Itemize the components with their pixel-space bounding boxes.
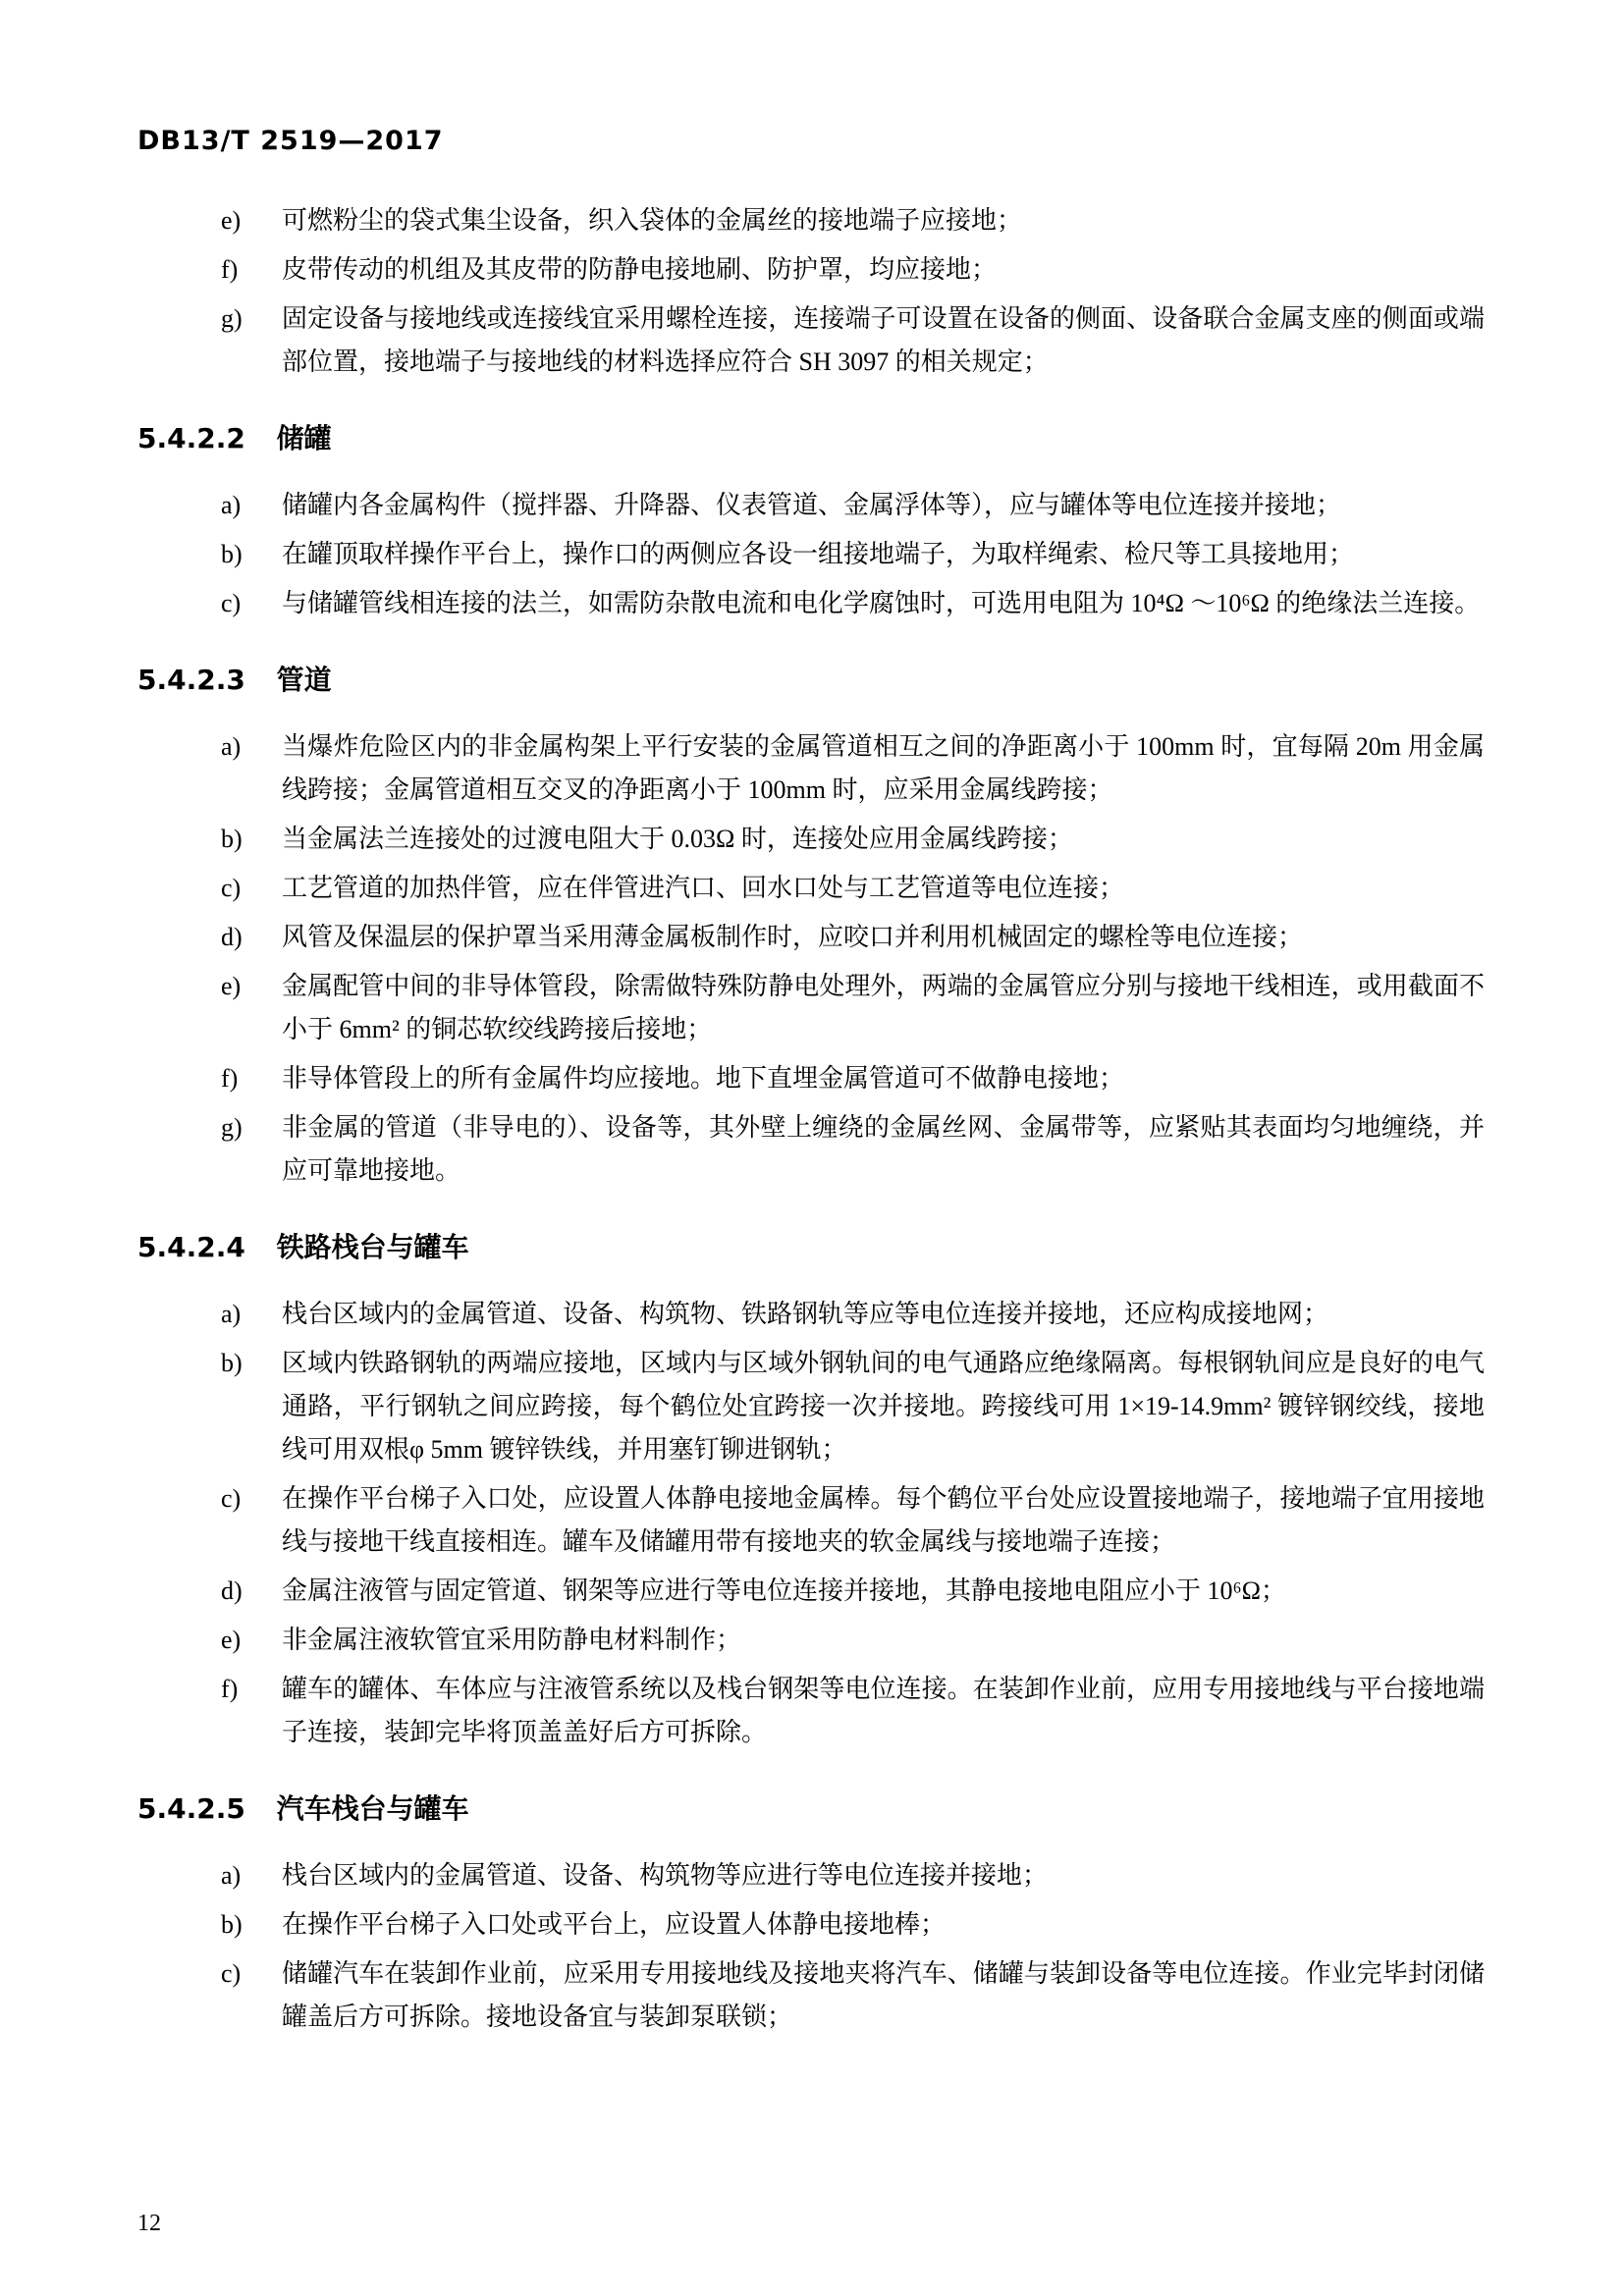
list-item-text: 在罐顶取样操作平台上，操作口的两侧应各设一组接地端子，为取样绳索、检尺等工具接地用； [282,540,1355,568]
list-item-text: 当爆炸危险区内的非金属构架上平行安装的金属管道相互之间的净距离小于 100mm 时，宜每隔 20m 用金属线跨接；金属管道相互交叉的净距离小于 100mm 时，应采用金属线跨接； [282,732,1485,804]
list-item-label: f) [221,1675,239,1703]
section-list [137,1293,1485,1754]
list-item-text: 金属注液管与固定管道、钢架等应进行等电位连接并接地，其静电接地电阻应小于 10⁶Ω； [282,1576,1286,1605]
list-item-label: e) [221,1626,242,1654]
list-item-label: d) [221,1576,243,1605]
list-item-text: 固定设备与接地线或连接线宜采用螺栓连接，连接端子可设置在设备的侧面、设备联合金属支座的侧面或端部位置，接地端子与接地线的材料选择应符合 SH 3097 的相关规定； [282,304,1485,376]
list-item-text: 非导体管段上的所有金属件均应接地。地下直埋金属管道可不做静电接地； [282,1064,1125,1093]
list-item [221,1619,1485,1662]
list-item-text: 在操作平台梯子入口处或平台上，应设置人体静电接地棒； [282,1910,947,1939]
list-item [221,199,1485,242]
section-number: 5.4.2.2 [137,422,245,454]
list-item-label: a) [221,1861,242,1890]
page-content [137,126,1485,2045]
list-item-text: 罐车的罐体、车体应与注液管系统以及栈台钢架等电位连接。在装卸作业前，应用专用接地线与平台接地端子连接，装卸完毕将顶盖盖好后方可拆除。 [282,1675,1485,1746]
top-list [137,199,1485,384]
list-item [221,1106,1485,1193]
list-item-label: a) [221,732,242,761]
list-item [221,1952,1485,2039]
list-item-label: e) [221,972,242,1000]
list-item-text: 在操作平台梯子入口处，应设置人体静电接地金属棒。每个鹤位平台处应设置接地端子，接地端子宜用接地线与接地干线直接相连。罐车及储罐用带有接地夹的软金属线与接地端子连接； [282,1484,1485,1556]
list-item-text: 金属配管中间的非导体管段，除需做特殊防静电处理外，两端的金属管应分别与接地干线相连，或用截面不小于 6mm² 的铜芯软绞线跨接后接地； [282,972,1485,1043]
section-title: 汽车栈台与罐车 [276,1792,469,1825]
list-item [221,1570,1485,1613]
list-item-text: 工艺管道的加热伴管，应在伴管进汽口、回水口处与工艺管道等电位连接； [282,874,1125,902]
list-item-text: 栈台区域内的金属管道、设备、构筑物等应进行等电位连接并接地； [282,1861,1049,1890]
section-heading [137,663,1485,698]
list-item-text: 区域内铁路钢轨的两端应接地，区域内与区域外钢轨间的电气通路应绝缘隔离。每根钢轨间应是良好的电气通路，平行钢轨之间应跨接，每个鹤位处宜跨接一次并接地。跨接线可用 1×19-14.9mm² 镀锌钢绞线，接地线可用双根φ 5mm 镀锌铁线，并用塞钉铆进钢轨； [282,1349,1485,1464]
list-item-label: c) [221,1484,242,1513]
section-title: 储罐 [276,422,332,454]
list-item-label: c) [221,874,242,902]
list-item-label: a) [221,1300,242,1328]
list-item [221,1342,1485,1471]
section-number: 5.4.2.3 [137,664,245,696]
list-item-label: f) [221,255,239,284]
section-list [137,484,1485,625]
list-item-text: 当金属法兰连接处的过渡电阻大于 0.03Ω 时，连接处应用金属线跨接； [282,825,1073,853]
list-item [221,582,1485,625]
section-list [137,1854,1485,2039]
list-item [221,533,1485,576]
list-item-label: d) [221,923,243,951]
list-item-label: b) [221,825,243,853]
list-item-label: g) [221,1113,243,1142]
section-number: 5.4.2.4 [137,1231,245,1263]
list-item [221,1057,1485,1100]
list-item-text: 非金属的管道（非导电的）、设备等，其外壁上缠绕的金属丝网、金属带等，应紧贴其表面均匀地缠绕，并应可靠地接地。 [282,1113,1485,1185]
doc-number-header: DB13/T 2519—2017 [137,126,444,156]
list-item-label: g) [221,304,243,333]
page-number: 12 [137,2211,161,2236]
list-item [221,867,1485,910]
list-item [221,1854,1485,1897]
section-heading [137,1791,1485,1827]
list-item-text: 可燃粉尘的袋式集尘设备，织入袋体的金属丝的接地端子应接地； [282,206,1023,235]
list-item [221,818,1485,861]
list-item-label: c) [221,1959,242,1988]
list-item [221,297,1485,384]
list-item-label: b) [221,1349,243,1377]
list-item [221,965,1485,1051]
section-heading [137,1230,1485,1265]
list-item-label: f) [221,1064,239,1093]
section-title: 管道 [276,664,332,696]
list-item-label: e) [221,206,242,235]
section-number: 5.4.2.5 [137,1792,245,1825]
list-item [221,1903,1485,1947]
list-item [221,1477,1485,1564]
list-item-text: 栈台区域内的金属管道、设备、构筑物、铁路钢轨等应等电位连接并接地，还应构成接地网； [282,1300,1329,1328]
list-item-text: 皮带传动的机组及其皮带的防静电接地刷、防护罩，均应接地； [282,255,998,284]
list-item-text: 与储罐管线相连接的法兰，如需防杂散电流和电化学腐蚀时，可选用电阻为 10⁴Ω ～10⁶Ω 的绝缘法兰连接。 [282,589,1481,617]
list-item-text: 风管及保温层的保护罩当采用薄金属板制作时，应咬口并利用机械固定的螺栓等电位连接； [282,923,1304,951]
list-item [221,248,1485,292]
list-item [221,484,1485,527]
section-heading [137,421,1485,456]
list-item [221,1668,1485,1754]
list-item-label: b) [221,1910,243,1939]
list-item-text: 储罐汽车在装卸作业前，应采用专用接地线及接地夹将汽车、储罐与装卸设备等电位连接。作业完毕封闭储罐盖后方可拆除。接地设备宜与装卸泵联锁； [282,1959,1485,2031]
list-item-label: b) [221,540,243,568]
list-item-label: c) [221,589,242,617]
list-item [221,916,1485,959]
list-item-text: 非金属注液软管宜采用防静电材料制作； [282,1626,742,1654]
list-item [221,725,1485,812]
list-item-label: a) [221,491,242,519]
list-item [221,1293,1485,1336]
section-list [137,725,1485,1193]
section-title: 铁路栈台与罐车 [276,1231,469,1263]
list-item-text: 储罐内各金属构件（搅拌器、升降器、仪表管道、金属浮体等），应与罐体等电位连接并接地； [282,491,1342,519]
